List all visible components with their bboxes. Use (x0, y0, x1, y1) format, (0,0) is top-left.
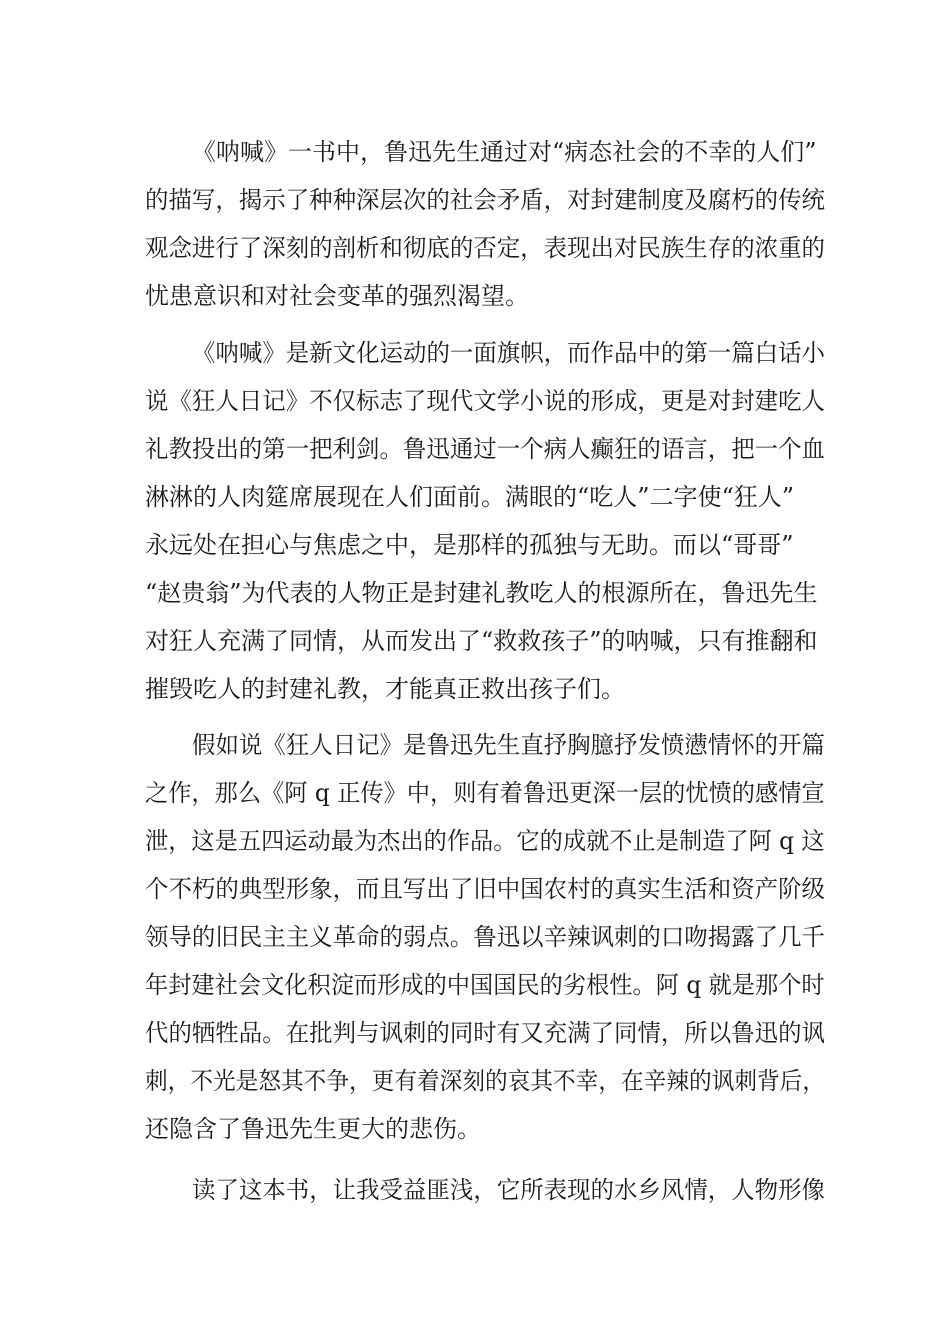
text-line: 泄，这是五四运动最为杰出的作品。它的成就不止是制造了阿 q 这 (145, 827, 825, 855)
text-line: 礼教投出的第一把利剑。鲁迅通过一个病人癫狂的语言，把一个血 (145, 435, 825, 463)
text-line: 年封建社会文化积淀而形成的中国国民的劣根性。阿 q 就是那个时 (145, 971, 825, 999)
text-line: 个不朽的典型形象，而且写出了旧中国农村的真实生活和资产阶级 (145, 875, 825, 903)
text-line: 《呐喊》一书中，鲁迅先生通过对“病态社会的不幸的人们” (192, 138, 817, 166)
text-line: 对狂人充满了同情，从而发出了“救救孩子”的呐喊，只有推翻和 (145, 627, 818, 655)
text-line: 假如说《狂人日记》是鲁迅先生直抒胸臆抒发愤懑情怀的开篇 (192, 731, 825, 759)
text-line: 领导的旧民主主义革命的弱点。鲁迅以辛辣讽刺的口吻揭露了几千 (145, 923, 825, 951)
text-line: 的描写，揭示了种种深层次的社会矛盾，对封建制度及腐朽的传统 (145, 186, 825, 214)
text-line: 淋淋的人肉筵席展现在人们面前。满眼的“吃人”二字使“狂人” (145, 483, 795, 511)
text-line: 读了这本书，让我受益匪浅，它所表现的水乡风情，人物形像 (192, 1176, 825, 1204)
text-line: 之作，那么《阿 q 正传》中，则有着鲁迅更深一层的忧愤的感情宣 (145, 779, 825, 807)
text-line: 代的牺牲品。在批判与讽刺的同时有又充满了同情，所以鲁迅的讽 (145, 1019, 825, 1047)
text-line: 观念进行了深刻的剖析和彻底的否定，表现出对民族生存的浓重的 (145, 234, 825, 262)
text-line: 还隐含了鲁迅先生更大的悲伤。 (145, 1115, 481, 1143)
text-line: 永远处在担心与焦虑之中，是那样的孤独与无助。而以“哥哥” (145, 531, 794, 559)
text-line: 说《狂人日记》不仅标志了现代文学小说的形成，更是对封建吃人 (145, 387, 825, 415)
text-line: 摧毁吃人的封建礼教，才能真正救出孩子们。 (145, 675, 625, 703)
text-line: 刺，不光是怒其不争，更有着深刻的哀其不幸，在辛辣的讽刺背后， (145, 1067, 825, 1095)
text-line: “赵贵翁”为代表的人物正是封建礼教吃人的根源所在，鲁迅先生 (145, 579, 818, 607)
text-line: 《呐喊》是新文化运动的一面旗帜，而作品中的第一篇白话小 (192, 339, 825, 367)
text-line: 忧患意识和对社会变革的强烈渴望。 (145, 282, 529, 310)
